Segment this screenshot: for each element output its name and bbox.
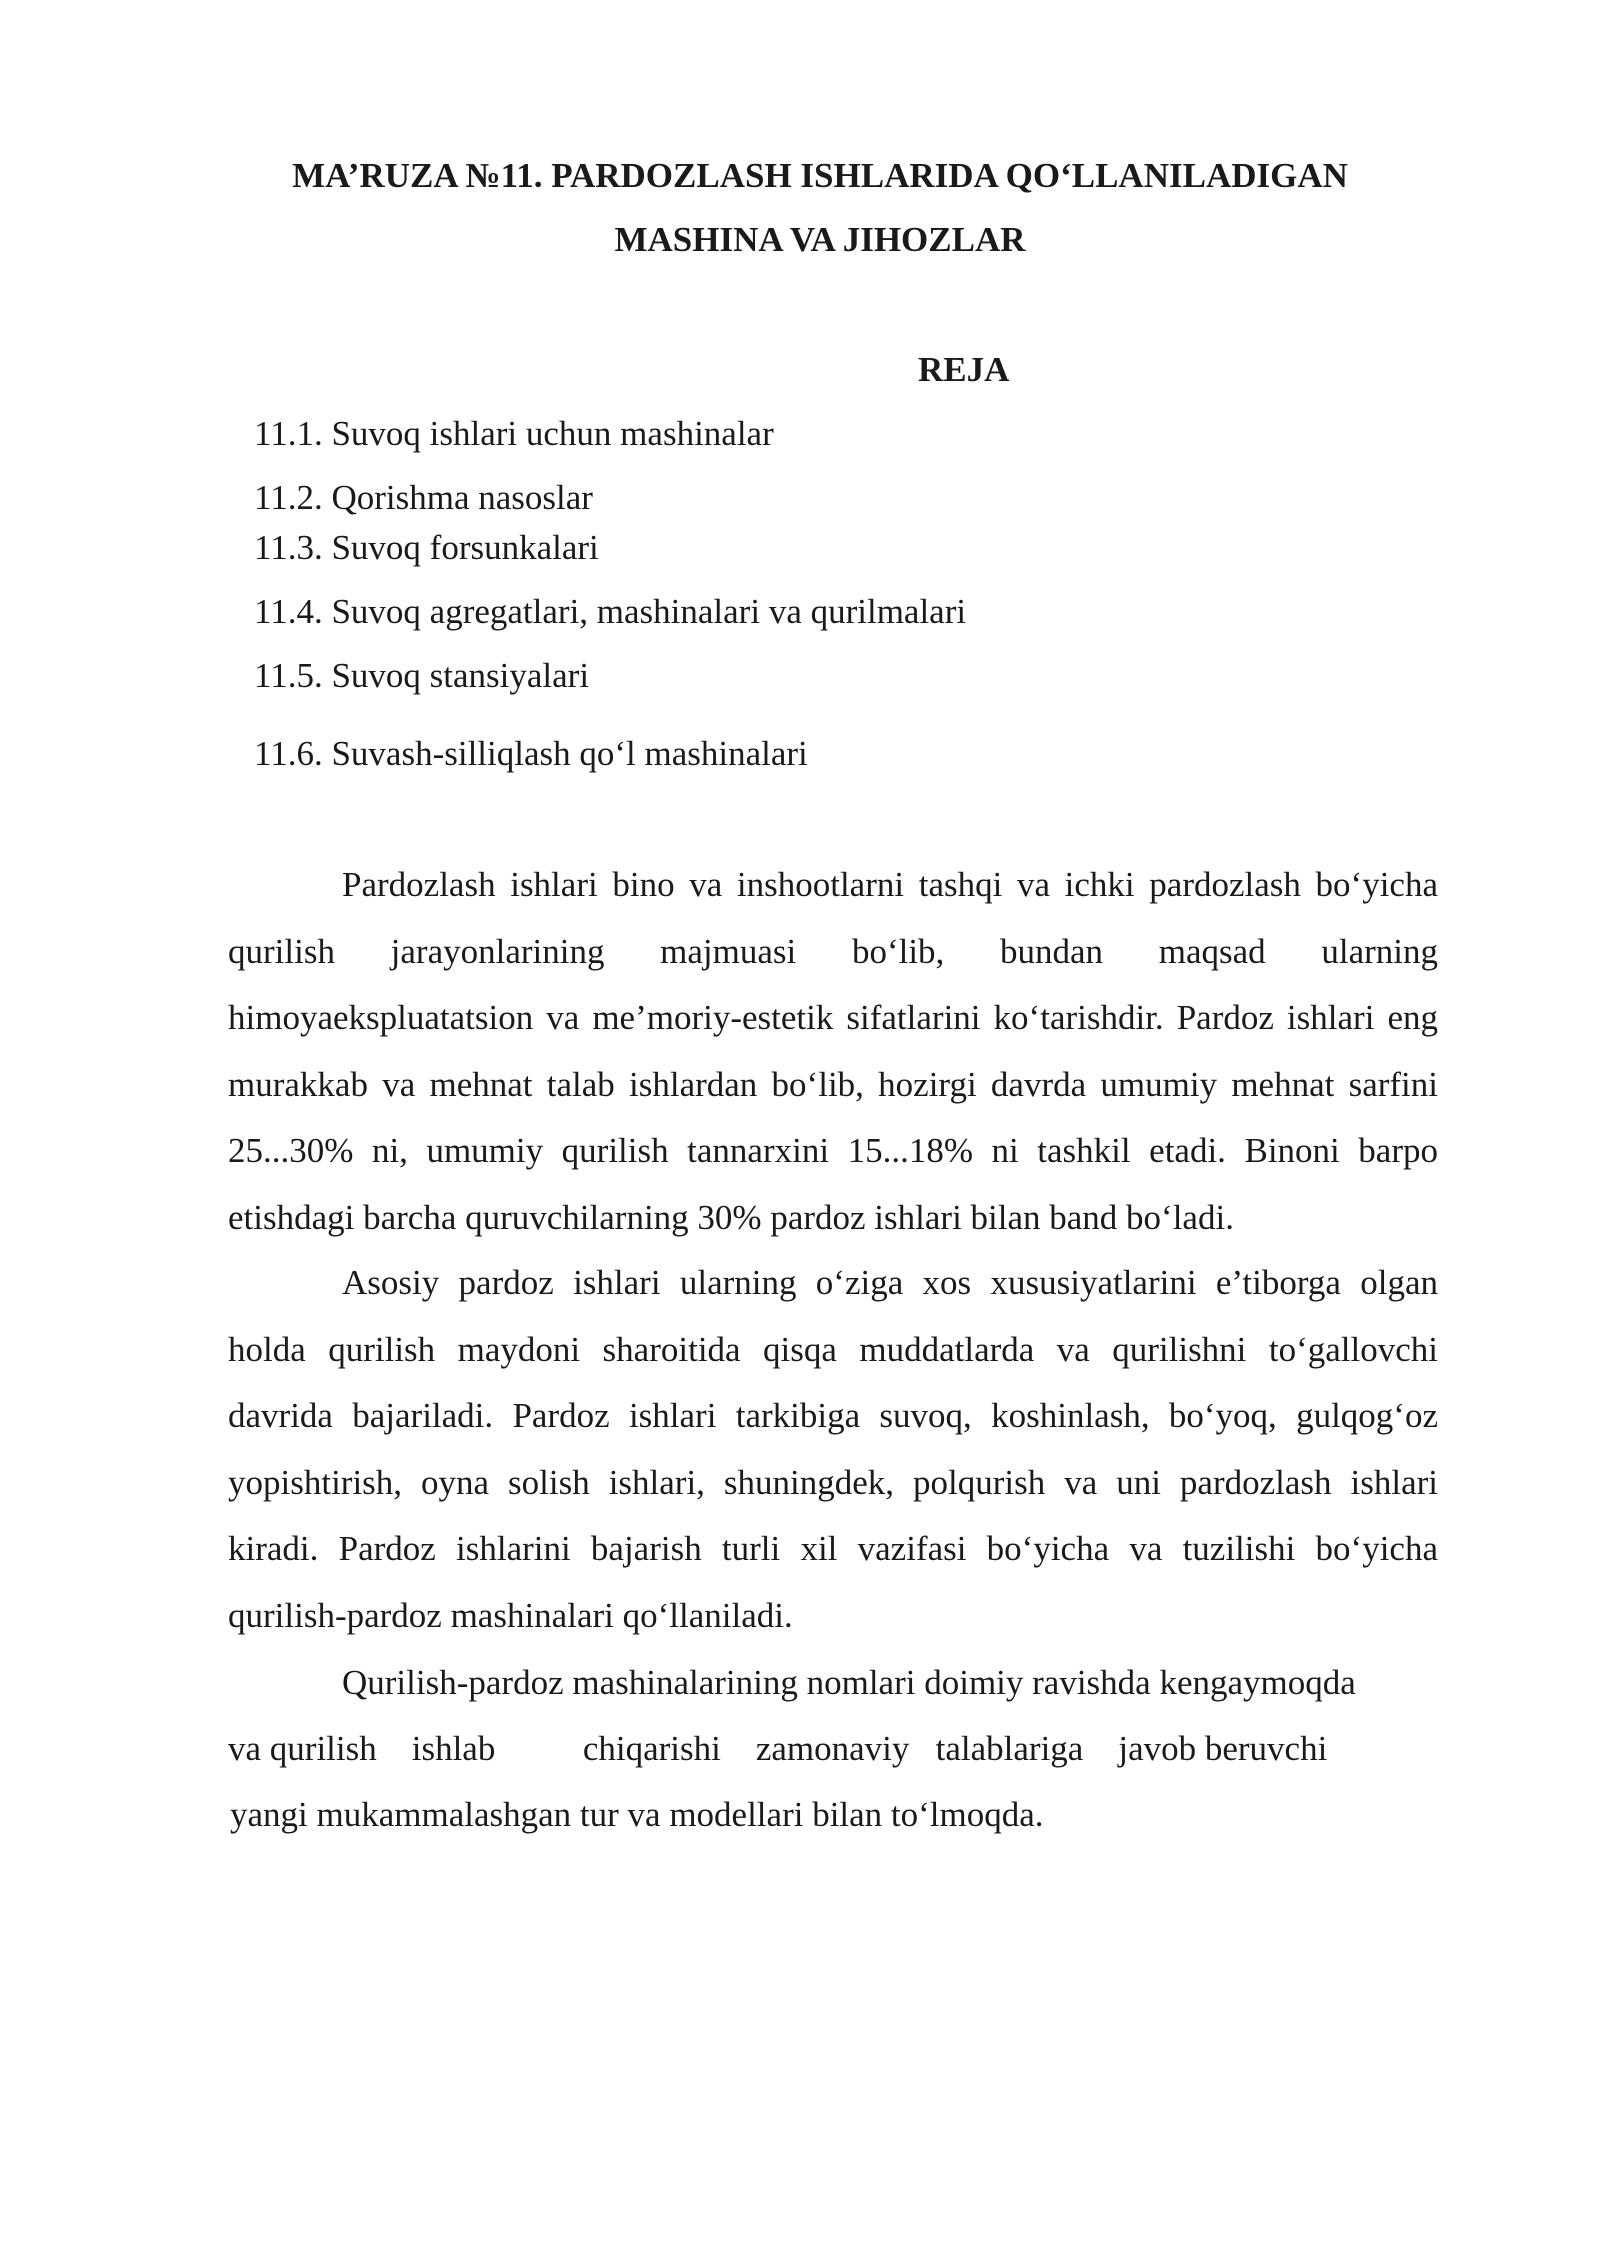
plan-item-4: 11.4. Suvoq agregatlari, mashinalari va qurilmalari: [254, 592, 967, 631]
plan-item-3: 11.3. Suvoq forsunkalari: [254, 528, 599, 567]
title-line-2: MASHINA VA JIHOZLAR: [614, 220, 1026, 259]
paragraph-2: Asosiy pardoz ishlari ularning o‘ziga xos xususiyatlarini e’tiborga olgan holda qurilish maydoni sharoitida qisqa muddatlarda va qurilishni to‘gallovchi davrida bajariladi. Pardoz ishlari tarkibiga suvoq, koshinlash, bo‘yoq, gulqog‘oz yopishtirish, oyna solish ishlari, shuningdek, polqurish va uni pardozlash ishlari kiradi. Pardoz ishlarini bajarish turli xil vazifasi bo‘yicha va tuzilishi bo‘yicha qurilish-pardoz mashinalari qo‘llaniladi.: [228, 1263, 1438, 1635]
paragraph-3-line-3: yangi mukammalashgan tur va modellari bilan to‘lmoqda.: [230, 1795, 1044, 1834]
plan-item-6: 11.6. Suvash-silliqlash qo‘l mashinalari: [254, 734, 808, 773]
plan-item-1: 11.1. Suvoq ishlari uchun mashinalar: [254, 414, 774, 453]
paragraph-3-line-2: va qurilish ishlab chiqarishi zamonaviy talablariga javob beruvchi: [228, 1729, 1328, 1768]
plan-item-5: 11.5. Suvoq stansiyalari: [254, 656, 590, 695]
paragraph-1: Pardozlash ishlari bino va inshootlarni tashqi va ichki pardozlash bo‘yicha qurilish jarayonlarining majmuasi bo‘lib, bundan maqsad ularning himoyaekspluatatsion va me’moriy-estetik sifatlarini ko‘tarishdir. Pardoz ishlari eng murakkab va mehnat talab ishlardan bo‘lib, hozirgi davrda umumiy mehnat sarfini 25...30% ni, umumiy qurilish tannarxini 15...18% ni tashkil etadi. Binoni barpo etishdagi barcha quruvchilarning 30% pardoz ishlari bilan band bo‘ladi.: [228, 865, 1438, 1237]
plan-item-2: 11.2. Qorishma nasoslar: [254, 478, 593, 517]
title-line-1: MA’RUZA №11. PARDOZLASH ISHLARIDA QO‘LLANILADIGAN: [292, 156, 1348, 195]
paragraph-3-line-1: Qurilish-pardoz mashinalarining nomlari doimiy ravishda kengaymoqda: [342, 1663, 1356, 1702]
page-title: [200, 144, 1440, 272]
plan-heading: REJA: [918, 350, 1010, 389]
